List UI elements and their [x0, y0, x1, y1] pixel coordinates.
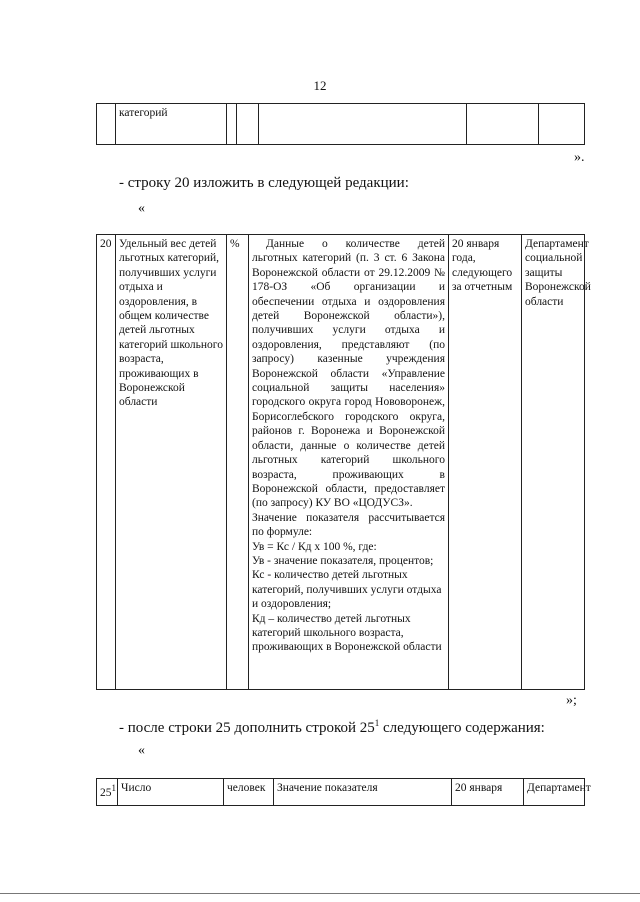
closing-quote: ».: [574, 150, 585, 165]
calculation-method: [249, 235, 449, 690]
calculation-method: Значение показателя: [274, 779, 452, 806]
page-number: 12: [313, 78, 327, 93]
instruction-text: следующего содержания:: [379, 720, 545, 736]
closing-quote: »;: [566, 693, 577, 708]
superscript: 1: [374, 718, 380, 728]
table-row: [97, 779, 585, 806]
method-paragraph: Кд – количество детей льготных категорий школьного возраста, проживающих в Воронежской области: [252, 612, 442, 654]
method-paragraph: Значение показателя рассчитывается по формуле:: [252, 511, 445, 539]
superscript: 1: [111, 783, 116, 793]
cell-deadline: [467, 104, 539, 145]
cell-empty: [227, 104, 237, 145]
amendment-instruction: - строку 20 изложить в следующей редакции:: [119, 175, 409, 191]
indicator-unit: человек: [224, 779, 274, 806]
table-row: [97, 235, 585, 690]
opening-quote: «: [138, 743, 145, 758]
row-number-text: 25: [100, 786, 112, 799]
cell-name: категорий: [116, 104, 227, 145]
row-number: [97, 779, 118, 806]
indicator-name: Удельный вес детей льготных категорий, получивших услуги отдыха и оздоровления, в общем количестве детей льготных категорий школьного возраста, проживающих в Воронежской области: [116, 235, 227, 690]
method-paragraph: Кс - количество детей льготных категорий, получивших услуги отдыха и оздоровления;: [252, 569, 442, 611]
amendment-instruction: [119, 718, 545, 737]
indicator-name: Число: [118, 779, 224, 806]
method-paragraph: Ув - значение показателя, процентов;: [252, 554, 434, 567]
responsible: Департамент социальной защиты Воронежской области: [522, 235, 585, 690]
indicator-unit: %: [227, 235, 249, 690]
responsible: Департамент: [524, 779, 585, 806]
table-row: [97, 104, 585, 145]
cell-responsible: [539, 104, 585, 145]
table-row-25-1: [96, 778, 591, 806]
row-number: 20: [97, 235, 116, 690]
deadline: 20 января: [452, 779, 524, 806]
cell-unit: [237, 104, 259, 145]
formula: Ув = Кс / Кд х 100 %, где:: [252, 540, 377, 553]
table-row-20: [96, 234, 591, 690]
opening-quote: «: [138, 201, 145, 216]
table-fragment-top: [96, 103, 585, 145]
cell-number: [97, 104, 116, 145]
instruction-text: - после строки 25 дополнить строкой 25: [119, 720, 375, 736]
deadline: 20 января года, следующего за отчетным: [449, 235, 522, 690]
page-bottom-edge: [0, 893, 640, 894]
method-paragraph: Данные о количестве детей льготных категорий (п. 3 ст. 6 Закона Воронежской области от 29.12.2009 № 178-ОЗ «Об организации и обеспечении отдыха и оздоровления детей Воронежской области»), получивших услуги отдыха и оздоровления, представляют (по запросу) казенные учреждения Воронежской области «Управление социальной защиты населения» городского округа город Нововоронеж, Борисоглебского городского округа, районов г. Воронежа и Воронежской области, данные о количестве детей льготных категорий школьного возраста, проживающих в Воронежской области, предоставляет (по запросу) КУ ВО «ЦОДУСЗ».: [252, 238, 445, 510]
cell-method: [259, 104, 467, 145]
